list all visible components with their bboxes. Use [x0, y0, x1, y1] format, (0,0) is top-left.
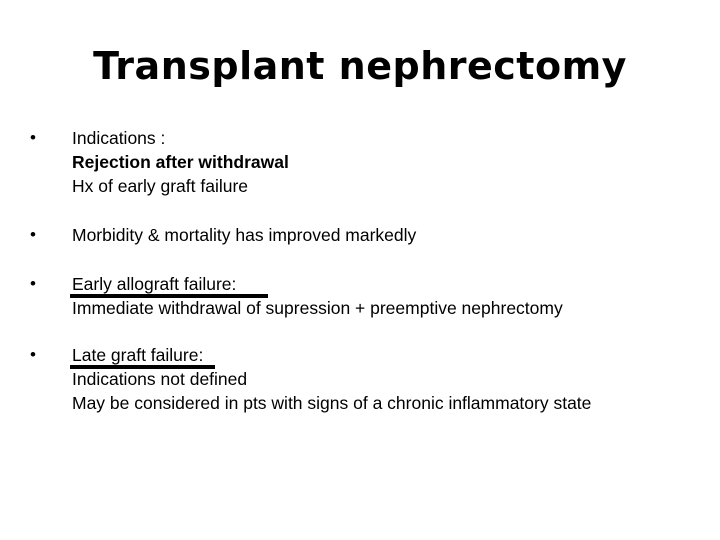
bullet-heading: Late graft failure: [72, 345, 204, 365]
bullet-subline: Rejection after withdrawal [72, 152, 289, 172]
bullet-heading: Indications : [72, 128, 166, 148]
bullet-body [72, 223, 416, 247]
underline-mark [70, 294, 268, 298]
bullet-heading: Early allograft failure: [72, 274, 237, 294]
bullet-heading: Morbidity & mortality has improved markedly [72, 225, 417, 245]
bullet-subline: Hx of early graft failure [72, 176, 249, 196]
bullet-body [72, 343, 591, 415]
slide-title: Transplant nephrectomy [93, 44, 627, 88]
bullet-subline: May be considered in pts with signs of a chronic inflammatory state [72, 393, 592, 413]
underline-mark [70, 365, 215, 369]
bullet-item-indications [30, 126, 700, 198]
bullet-item-morbidity [30, 223, 700, 247]
bullet-dot: • [30, 345, 36, 364]
bullet-item-late-failure [30, 343, 700, 415]
bullet-dot: • [30, 225, 36, 244]
bullet-dot: • [30, 128, 36, 147]
bullet-subline: Immediate withdrawal of supression + preemptive nephrectomy [72, 298, 563, 318]
bullet-dot: • [30, 274, 36, 293]
bullet-subline: Indications not defined [72, 369, 248, 389]
bullet-body [72, 126, 289, 198]
